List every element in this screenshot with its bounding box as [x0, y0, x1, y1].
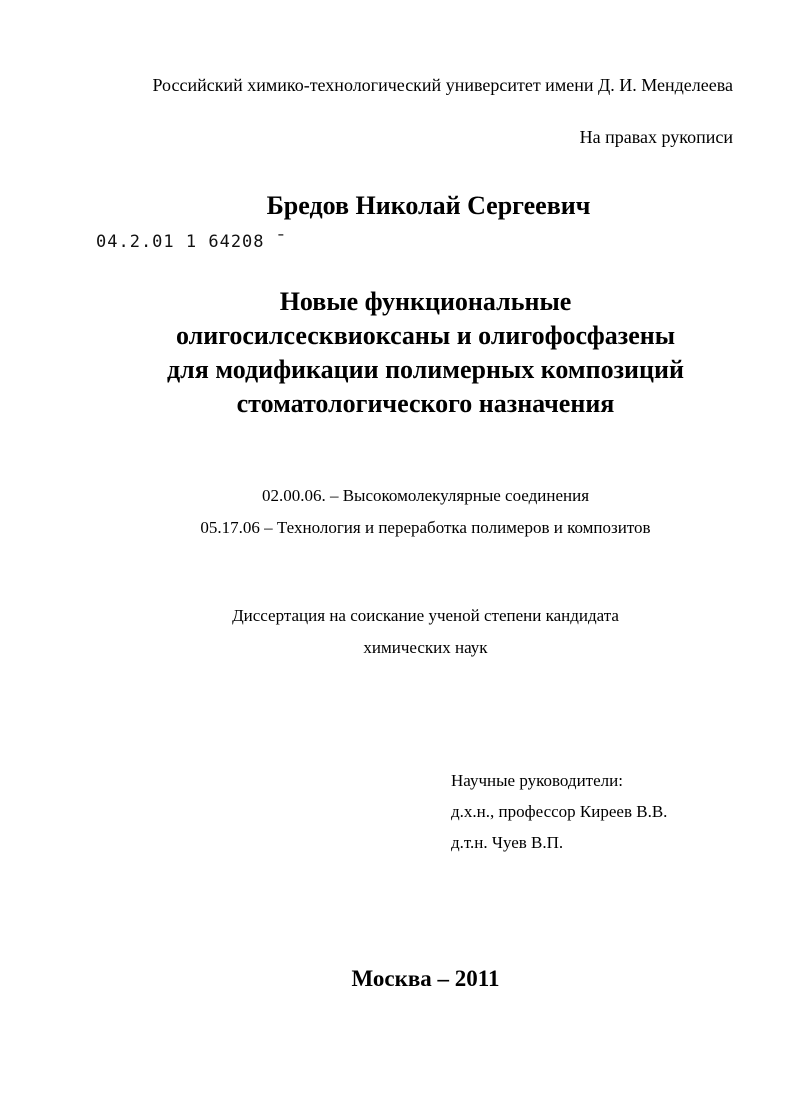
supervisors-block — [451, 765, 667, 858]
manuscript-rights-note: На правах рукописи — [579, 127, 733, 147]
author-name: Бредов Николай Сергеевич — [266, 191, 591, 220]
university-name: Российский химико-технологический университет имени Д. И. Менделеева — [152, 75, 733, 95]
supervisor-2: д.т.н. Чуев В.П. — [451, 833, 564, 852]
specialty-2: 05.17.06 – Технология и переработка полимеров и композитов — [200, 518, 651, 537]
dissertation-degree-line-2: химических наук — [363, 638, 488, 657]
title-line-2: олигосилсесквиоксаны и олигофосфазены — [175, 321, 676, 350]
dissertation-degree-line-1: Диссертация на соискание ученой степени кандидата — [232, 606, 619, 625]
registration-stamp: 04.2.01 1 64208 ˉ — [96, 232, 287, 252]
title-line-3: для модификации полимерных композиций — [167, 355, 684, 384]
title-line-4: стоматологического назначения — [236, 389, 615, 418]
city-year: Москва – 2011 — [351, 966, 500, 991]
supervisors-heading: Научные руководители: — [451, 771, 623, 790]
specialty-1: 02.00.06. – Высокомолекулярные соединения — [261, 486, 590, 505]
dissertation-title — [0, 285, 797, 421]
title-line-1: Новые функциональные — [279, 287, 572, 316]
supervisor-1: д.х.н., профессор Киреев В.В. — [451, 802, 668, 821]
